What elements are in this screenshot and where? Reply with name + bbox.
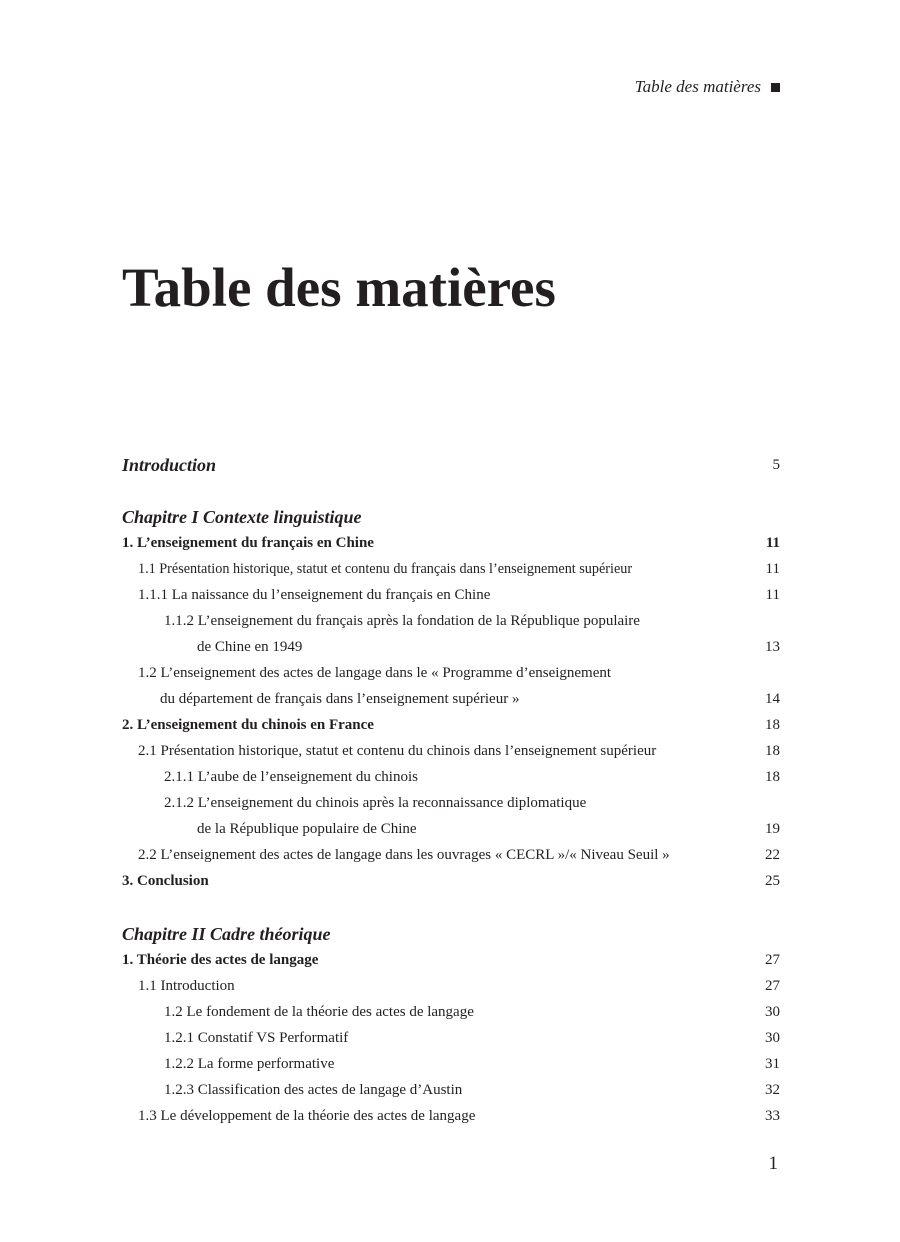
- toc-entry-continuation: du département de français dans l’enseignement supérieur »: [160, 691, 520, 707]
- toc-entry[interactable]: [122, 712, 780, 738]
- running-head: [635, 76, 780, 98]
- toc-entry[interactable]: [122, 660, 780, 712]
- toc-entry-text: Introduction: [122, 455, 217, 475]
- toc-entry[interactable]: [122, 842, 780, 868]
- toc-entry-text: 1.1 Présentation historique, statut et contenu du français dans l’enseignement supérieur: [138, 561, 633, 577]
- toc-page-number: 22: [765, 847, 780, 863]
- running-head-text: Table des matières: [634, 77, 761, 96]
- toc-entry[interactable]: [122, 582, 780, 608]
- page-title: Table des matières: [122, 257, 556, 318]
- toc-page-number: 30: [765, 1004, 780, 1020]
- chapter-heading: Chapitre II Cadre théorique: [122, 924, 331, 944]
- toc-entry-text: 2.1.2 L’enseignement du chinois après la reconnaissance diplomatique: [164, 795, 587, 811]
- toc-entry-text: 1. L’enseignement du français en Chine: [122, 535, 374, 551]
- toc-page-number: 31: [765, 1056, 780, 1072]
- toc-page-number: 27: [765, 978, 780, 994]
- toc-entry-text: 1.2 L’enseignement des actes de langage dans le « Programme d’enseignement: [138, 665, 612, 681]
- toc-page-number: 18: [765, 717, 780, 733]
- toc-entry-text: 1.1 Introduction: [138, 978, 235, 994]
- toc-page-number: 33: [765, 1108, 780, 1124]
- toc-entry-text: 2.2 L’enseignement des actes de langage dans les ouvrages « CECRL »/« Niveau Seuil »: [138, 847, 670, 863]
- toc-entry[interactable]: [122, 556, 780, 582]
- toc-entry-text: 1.1.2 L’enseignement du français après la fondation de la République populaire: [164, 613, 640, 629]
- toc-entry[interactable]: [122, 764, 780, 790]
- toc-entry-text: 1.2 Le fondement de la théorie des actes de langage: [164, 1004, 474, 1020]
- toc-page-number: 18: [765, 743, 780, 759]
- toc-entry-text: 1. Théorie des actes de langage: [122, 952, 319, 968]
- toc-page-number: 19: [765, 821, 780, 837]
- toc-entry-text: 1.2.2 La forme performative: [164, 1056, 335, 1072]
- toc-page-number: 27: [765, 952, 780, 968]
- toc-page-number: 13: [765, 639, 780, 655]
- toc-entry[interactable]: [122, 1103, 780, 1129]
- toc-entry-text: 3. Conclusion: [122, 873, 209, 889]
- toc-page-number: 11: [765, 561, 780, 577]
- toc-entry-continuation: de la République populaire de Chine: [197, 821, 417, 837]
- toc-page-number: 18: [765, 769, 780, 785]
- toc-entry[interactable]: [122, 608, 780, 660]
- toc-page-number: 14: [765, 691, 780, 707]
- toc-page-number: 11: [765, 587, 780, 603]
- toc-entry-text: 1.3 Le développement de la théorie des actes de langage: [138, 1108, 476, 1124]
- toc-page-number: 11: [765, 535, 780, 551]
- toc-entry[interactable]: [122, 999, 780, 1025]
- chapter-heading: Chapitre I Contexte linguistique: [122, 507, 362, 527]
- square-bullet-icon: [771, 83, 780, 92]
- toc-entry-text: 2.1.1 L’aube de l’enseignement du chinois: [164, 769, 418, 785]
- page-number: 1: [768, 1153, 778, 1174]
- toc-entry-text: 2. L’enseignement du chinois en France: [122, 717, 374, 733]
- toc-entry[interactable]: [122, 790, 780, 842]
- toc-entry[interactable]: [122, 973, 780, 999]
- toc-introduction[interactable]: [122, 452, 780, 478]
- toc-entry-text: 1.1.1 La naissance du l’enseignement du français en Chine: [138, 587, 491, 603]
- toc-entry[interactable]: [122, 738, 780, 764]
- toc-page-number: 5: [772, 457, 780, 473]
- toc-entry-text: 1.2.3 Classification des actes de langage d’Austin: [164, 1082, 463, 1098]
- toc-entry-text: 2.1 Présentation historique, statut et contenu du chinois dans l’enseignement supérieur: [138, 743, 657, 759]
- toc-page-number: 32: [765, 1082, 780, 1098]
- toc-entry[interactable]: [122, 1051, 780, 1077]
- toc-entry[interactable]: [122, 1025, 780, 1051]
- toc-entry[interactable]: [122, 868, 780, 894]
- toc-entry[interactable]: [122, 530, 780, 556]
- toc-entry[interactable]: [122, 1077, 780, 1103]
- toc-page-number: 30: [765, 1030, 780, 1046]
- toc-entry[interactable]: [122, 947, 780, 973]
- table-of-contents: [122, 452, 780, 1129]
- toc-entry-continuation: de Chine en 1949: [197, 639, 303, 655]
- toc-entry-text: 1.2.1 Constatif VS Performatif: [164, 1030, 349, 1046]
- toc-page-number: 25: [765, 873, 780, 889]
